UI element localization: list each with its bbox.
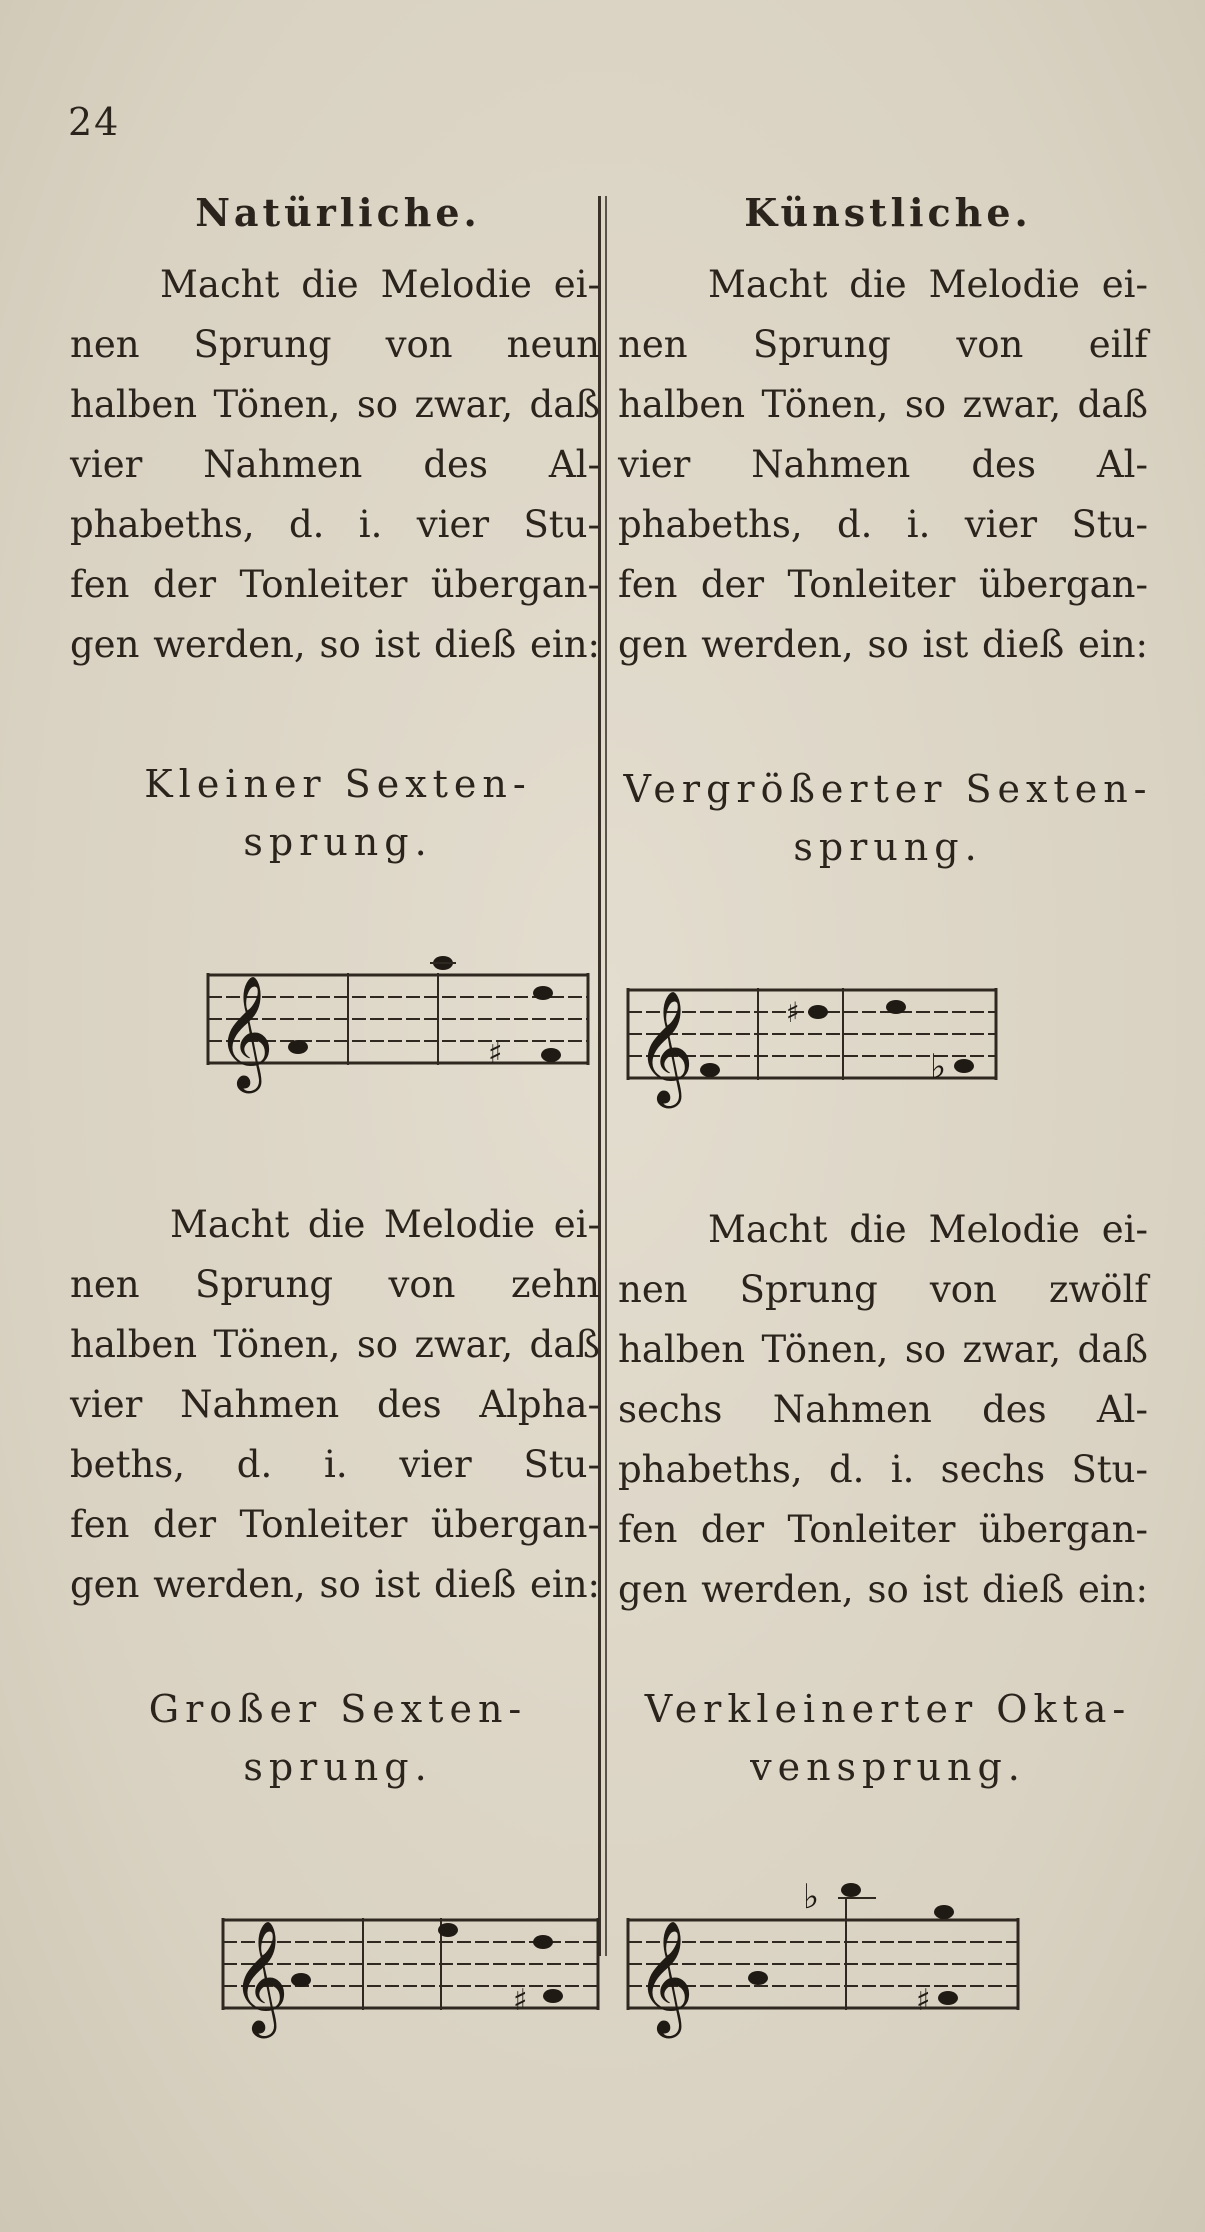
interval-line: vensprung.: [750, 1745, 1026, 1789]
note-head: [533, 986, 553, 1000]
interval-line: Großer Sexten-: [148, 1687, 528, 1731]
interval-line: Vergrößerter Sexten-: [623, 767, 1153, 811]
text-line: phabeths, d. i. vier Stu-: [70, 503, 600, 546]
left-interval-label-2: [58, 1680, 618, 1796]
text-line: vier Nahmen des Al-: [618, 443, 1148, 486]
sharp-icon: ♯: [488, 1036, 503, 1071]
note-head: [700, 1063, 720, 1077]
text-line: halben Tönen, so zwar, daß: [618, 383, 1148, 426]
text-line: nen Sprung von zehn: [70, 1263, 600, 1306]
music-staff-verkleinerte-oktave: [618, 1870, 1038, 2050]
text-line: fen der Tonleiter übergan-: [618, 563, 1148, 606]
text-line: beths, d. i. vier Stu-: [70, 1443, 600, 1486]
text-line: phabeths, d. i. vier Stu-: [618, 503, 1148, 546]
text-line: halben Tönen, so zwar, daß: [70, 383, 600, 426]
text-line: halben Tönen, so zwar, daß: [70, 1323, 600, 1366]
text-line: Macht die Melodie ei-: [708, 263, 1148, 306]
text-line: gen werden, so ist dieß ein:: [618, 623, 1148, 666]
note-head: [543, 1989, 563, 2003]
text-line: gen werden, so ist dieß ein:: [70, 623, 600, 666]
text-line: gen werden, so ist dieß ein:: [70, 1563, 600, 1606]
music-staff-grosser-sexte: [213, 1900, 613, 2050]
sharp-icon: ♯: [513, 1983, 528, 2018]
text-line: vier Nahmen des Al-: [70, 443, 600, 486]
right-interval-label-2: [608, 1680, 1168, 1796]
interval-line: Verkleinerter Okta-: [644, 1687, 1132, 1731]
right-column-heading: Künstliche.: [744, 190, 1032, 235]
note-head: [808, 1005, 828, 1019]
note-head: [841, 1883, 861, 1897]
left-interval-label-1: [58, 755, 618, 871]
text-line: Macht die Melodie ei-: [170, 1203, 600, 1246]
note-head: [288, 1040, 308, 1054]
flat-icon: ♭: [803, 1877, 820, 1917]
sharp-icon: ♯: [786, 996, 800, 1029]
music-staff-kleiner-sexte: [198, 955, 598, 1105]
text-line: vier Nahmen des Alpha-: [70, 1383, 600, 1426]
treble-clef-icon: 𝄞: [216, 975, 274, 1089]
note-head: [438, 1923, 458, 1937]
text-line: fen der Tonleiter übergan-: [70, 563, 600, 606]
text-line: nen Sprung von eilf: [618, 323, 1148, 366]
text-line: halben Tönen, so zwar, daß: [618, 1328, 1148, 1371]
interval-line: sprung.: [243, 1745, 433, 1789]
text-line: fen der Tonleiter übergan-: [618, 1508, 1148, 1551]
note-head: [938, 1991, 958, 2005]
interval-line: sprung.: [793, 825, 983, 869]
left-column-heading: Natürliche.: [195, 190, 481, 235]
page-number: 24: [68, 100, 121, 144]
interval-line: Kleiner Sexten-: [144, 762, 532, 806]
interval-line: sprung.: [243, 820, 433, 864]
text-line: fen der Tonleiter übergan-: [70, 1503, 600, 1546]
flat-icon: ♭: [930, 1047, 947, 1087]
note-head: [954, 1059, 974, 1073]
text-line: sechs Nahmen des Al-: [618, 1388, 1148, 1431]
treble-clef-icon: 𝄞: [636, 990, 694, 1104]
left-paragraph-1: [70, 255, 600, 675]
text-line: gen werden, so ist dieß ein:: [618, 1568, 1148, 1611]
note-head: [291, 1973, 311, 1987]
text-line: nen Sprung von neun: [70, 323, 600, 366]
right-paragraph-2: [618, 1200, 1148, 1620]
right-paragraph-1: [618, 255, 1148, 675]
text-line: phabeths, d. i. sechs Stu-: [618, 1448, 1148, 1491]
right-interval-label-1: [608, 760, 1168, 876]
text-line: Macht die Melodie ei-: [708, 1208, 1148, 1251]
note-head: [541, 1048, 561, 1062]
note-head: [934, 1905, 954, 1919]
note-head: [533, 1935, 553, 1949]
left-paragraph-2: [70, 1195, 600, 1615]
treble-clef-icon: 𝄞: [636, 1920, 694, 2034]
note-head: [748, 1971, 768, 1985]
music-staff-vergroesserte-sexte: [618, 970, 1018, 1120]
sharp-icon: ♯: [916, 1983, 931, 2018]
text-line: nen Sprung von zwölf: [618, 1268, 1148, 1311]
note-head: [886, 1000, 906, 1014]
text-line: Macht die Melodie ei-: [160, 263, 600, 306]
treble-clef-icon: 𝄞: [231, 1920, 289, 2034]
